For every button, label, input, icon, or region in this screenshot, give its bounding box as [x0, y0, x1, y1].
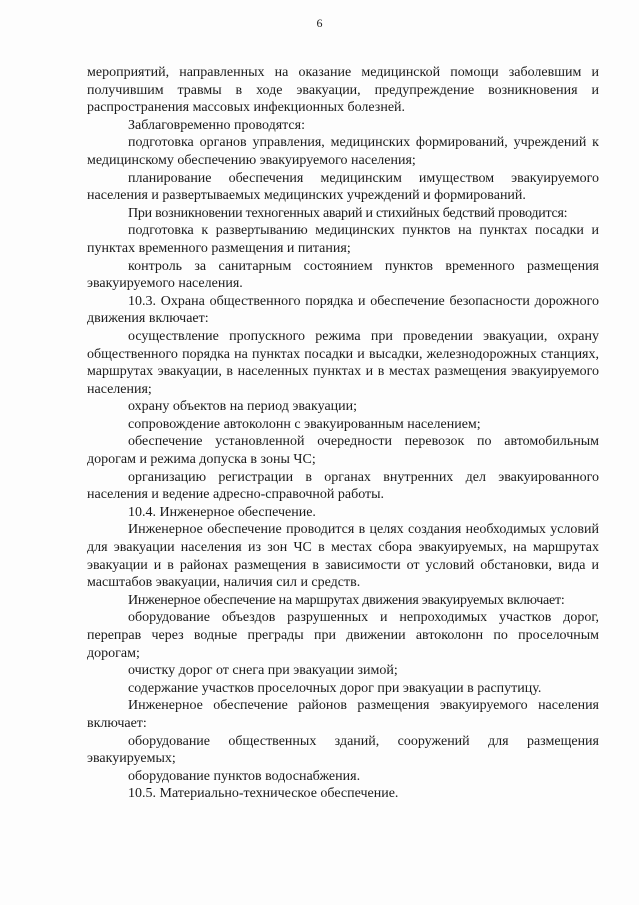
paragraph: 10.3. Охрана общественного порядка и обеспечение безопасности дорожного движения включает:	[87, 293, 599, 327]
paragraph: контроль за санитарным состоянием пунктов временного размещения эвакуируемого населения.	[87, 258, 599, 292]
paragraph: организацию регистрации в органах внутренних дел эвакуированного населения и ведение адресно-справочной работы.	[87, 469, 599, 503]
paragraph: сопровождение автоколонн с эвакуированным населением;	[128, 416, 481, 432]
paragraph: подготовка к развертыванию медицинских пунктов на пунктах посадки и пунктах временного размещения и питания;	[87, 223, 599, 256]
paragraph: Инженерное обеспечение проводится в целях создания необходимых условий для эвакуации населения из зон ЧС в местах сбора эвакуируемых, на маршрутах эвакуации и в районах размещения в зависимости от условий обстановки, вида и масштабов эвакуации, наличия сил и средств.	[87, 522, 599, 591]
paragraph: оборудование объездов разрушенных и непроходимых участков дорог, переправ через водные преграды при движении автоколонн по проселочным дорогам;	[87, 610, 599, 661]
paragraph: содержание участков проселочных дорог при эвакуации в распутицу.	[128, 680, 542, 696]
paragraph: оборудование общественных зданий, сооружений для размещения эвакуируемых;	[87, 733, 599, 767]
paragraph: оборудование пунктов водоснабжения.	[128, 768, 361, 784]
paragraph: подготовка органов управления, медицинских формирований, учреждений к медицинскому обеспечению эвакуируемого населения;	[87, 135, 599, 168]
paragraph: мероприятий, направленных на оказание медицинской помощи заболевшим и получившим травмы в ходе эвакуации, предупреждение возникновения и распространения массовых инфекционных болезней.	[87, 65, 599, 116]
paragraph: 10.5. Материально-техническое обеспечение.	[128, 786, 399, 802]
paragraph: Инженерное обеспечение районов размещения эвакуируемого населения включает:	[87, 698, 599, 731]
paragraph: Заблаговременно проводятся:	[128, 117, 305, 133]
paragraph: Инженерное обеспечение на маршрутах движения эвакуируемых включает:	[128, 592, 565, 608]
paragraph: осуществление пропускного режима при проведении эвакуации, охрану общественного порядка на пунктах посадки и высадки, железнодорожных станциях, маршрутах эвакуации, в населенных пунктах и в местах размещения эвакуируемого населения;	[87, 328, 599, 397]
document-body	[87, 64, 599, 803]
paragraph: очистку дорог от снега при эвакуации зимой;	[128, 663, 398, 679]
page-number: 6	[316, 16, 323, 30]
paragraph: планирование обеспечения медицинским имуществом эвакуируемого населения и развертываемых медицинских учреждений и формирований.	[87, 170, 599, 204]
paragraph: При возникновении техногенных аварий и стихийных бедствий проводится:	[128, 205, 568, 221]
paragraph: 10.4. Инженерное обеспечение.	[128, 504, 316, 520]
paragraph: обеспечение установленной очередности перевозок по автомобильным дорогам и режима допуска в зоны ЧС;	[87, 434, 599, 468]
paragraph: охрану объектов на период эвакуации;	[128, 399, 358, 415]
